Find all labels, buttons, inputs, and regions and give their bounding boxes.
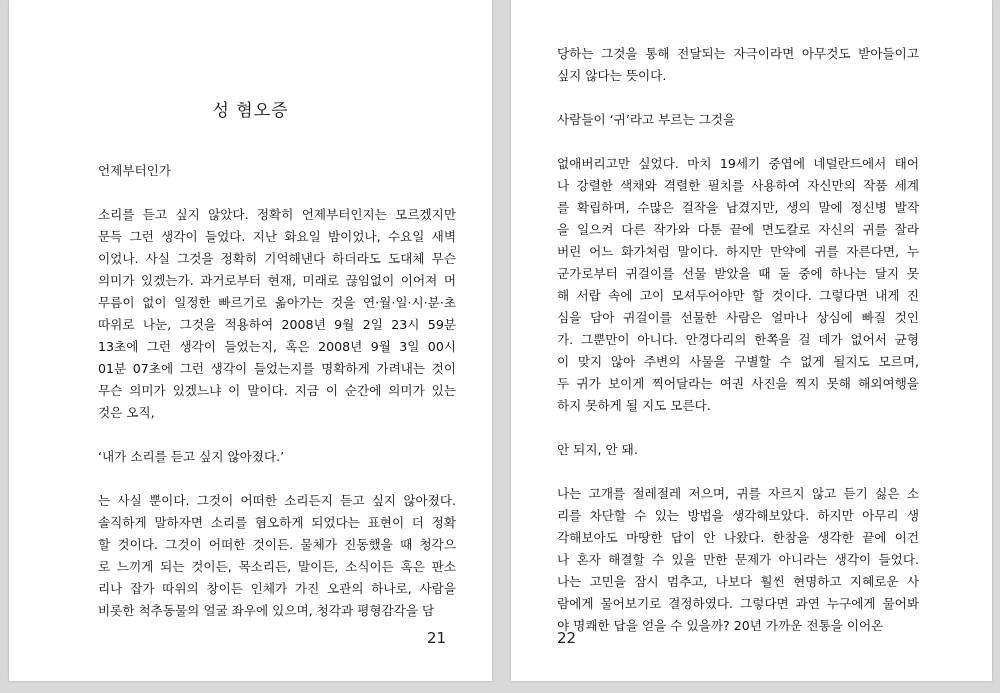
text-line: 리나 잡가 따위의 창이든 인체가 가진 오관의 하나로, 사람을 [98, 581, 456, 596]
text-line: 01분 07초에 그런 생각이 들었는지를 명확하게 가려내는 것이 [98, 361, 456, 376]
text-line: 두 귀가 보이게 찍어달라는 여권 사진을 찍지 못해 해외여행을 [557, 376, 919, 391]
text-line: 솔직하게 말하자면 소리를 혐오하게 되었다는 표현이 더 정확 [98, 515, 456, 530]
text-line: 나는 고개를 절레절레 저으며, 귀를 자르지 않고 듣기 싫은 소 [557, 486, 919, 501]
paragraph-gap [98, 468, 456, 490]
page-body-text [98, 160, 456, 622]
text-line: 람에게 물어보기로 결정하였다. 그렇다면 과연 누구에게 물어봐 [557, 596, 919, 611]
paragraph-gap [557, 131, 919, 153]
paragraph-gap [557, 461, 919, 483]
chapter-title: 성 혐오증 [212, 101, 289, 121]
text-line: 것은 오직, [98, 405, 155, 420]
paragraph [557, 153, 919, 417]
text-line: 버린 어느 화가처럼 말이다. 하지만 만약에 귀를 자른다면, 누 [557, 244, 919, 259]
text-line: 13초에 그런 생각이 들었는지, 혹은 2008년 9월 3일 00시 [98, 339, 456, 354]
text-line: 언제부터인가 [98, 163, 171, 178]
text-line: 안 되지, 안 돼. [557, 442, 638, 457]
text-line: 없애버리고만 싶었다. 마치 19세기 중엽에 네덜란드에서 태어 [557, 156, 919, 171]
text-line: 비롯한 척추동물의 얼굴 좌우에 있으며, 청각과 평형감각을 담 [98, 603, 435, 618]
text-line: 군가로부터 귀걸이를 선물 받았을 때 둘 중에 하나는 달지 못 [557, 266, 919, 281]
paragraph [557, 483, 919, 637]
text-line: 할 것이다. 그것이 어떠한 것이든. 물체가 진동했을 때 청각으 [98, 537, 456, 552]
paragraph-gap [98, 182, 456, 204]
text-line: 이 맞지 않아 주변의 사물을 구별할 수 없게 될지도 모르며, [557, 354, 919, 369]
text-line: 야 명쾌한 답을 얻을 수 있을까? 20년 가까운 전통을 이어온 [557, 618, 884, 633]
text-line: 문득 그런 생각이 들었다. 지난 화요일 밤이었나, 수요일 새벽 [98, 229, 456, 244]
text-line: 나는 고민을 잠시 멈추고, 나보다 훨씬 현명하고 지혜로운 사 [557, 574, 919, 589]
text-line: 소리를 듣고 싶지 않았다. 정확히 언제부터인지는 모르겠지만 [98, 207, 456, 222]
page-body-text [557, 43, 919, 637]
paragraph [557, 43, 919, 87]
text-line: 심을 담아 귀걸이를 선물한 사람은 얼마나 상심에 빠질 것인 [557, 310, 919, 325]
text-line: 무름이 없이 일정한 빠르기로 옮아가는 것을 연·월·일·시·분·초 [98, 295, 456, 310]
text-line: 를 확립하며, 수많은 걸작을 남겼지만, 생의 말에 정신병 발작 [557, 200, 919, 215]
paragraph [98, 446, 456, 468]
paragraph [557, 109, 919, 131]
text-line: 의미가 있겠는가. 과거로부터 현재, 미래로 끊임없이 이어져 머 [98, 273, 456, 288]
text-line: 당하는 그것을 통해 전달되는 자극이라면 아무것도 받아들이고 [557, 46, 919, 61]
paragraph-gap [557, 87, 919, 109]
text-line: 나 혼자 해결할 수 있을 만한 문제가 아니라는 생각이 들었다. [557, 552, 919, 567]
paragraph [98, 160, 456, 182]
text-line: 가. 그뿐만이 아니다. 안경다리의 한쪽을 걸 데가 없어서 균형 [557, 332, 919, 347]
paragraph-gap [98, 424, 456, 446]
page-number: 21 [427, 629, 447, 647]
text-line: 사람들이 ‘귀’라고 부르는 그것을 [557, 112, 736, 127]
page-22 [511, 0, 992, 681]
text-line: 무슨 의미가 있겠느냐 이 말이다. 지금 이 순간에 의미가 있는 [98, 383, 456, 398]
text-line: 하지 못하게 될 지도 모른다. [557, 398, 711, 413]
page-21 [9, 0, 492, 681]
text-line: 싶지 않다는 뜻이다. [557, 68, 667, 83]
text-line: 각해보아도 마땅한 답이 안 나왔다. 한참을 생각한 끝에 이건 [557, 530, 919, 545]
text-line: 따위로 나눈, 그것을 적용하여 2008년 9월 2일 23시 59분 [98, 317, 456, 332]
paragraph [557, 439, 919, 461]
text-line: ‘내가 소리를 듣고 싶지 않아졌다.’ [98, 449, 285, 464]
paragraph [98, 490, 456, 622]
text-line: 나 강렬한 색채와 격렬한 필치를 사용하여 자신만의 작품 세계 [557, 178, 919, 193]
paragraph [98, 204, 456, 424]
text-line: 해 서랍 속에 고이 모셔두어야만 할 것이다. 그렇다면 내게 진 [557, 288, 919, 303]
text-line: 을 일으켜 다른 작가와 다툰 끝에 면도칼로 자신의 귀를 잘라 [557, 222, 919, 237]
paragraph-gap [557, 417, 919, 439]
text-line: 는 사실 뿐이다. 그것이 어떠한 소리든지 듣고 싶지 않아졌다. [98, 493, 456, 508]
text-line: 로 느끼게 되는 것이든, 목소리든, 말이든, 소식이든 혹은 판소 [98, 559, 456, 574]
text-line: 리를 차단할 수 있는 방법을 생각해보았다. 하지만 아무리 생 [557, 508, 919, 523]
page-number: 22 [557, 629, 577, 647]
text-line: 이었나. 사실 그것을 정확히 기억해낸다 하더라도 도대체 무슨 [98, 251, 456, 266]
